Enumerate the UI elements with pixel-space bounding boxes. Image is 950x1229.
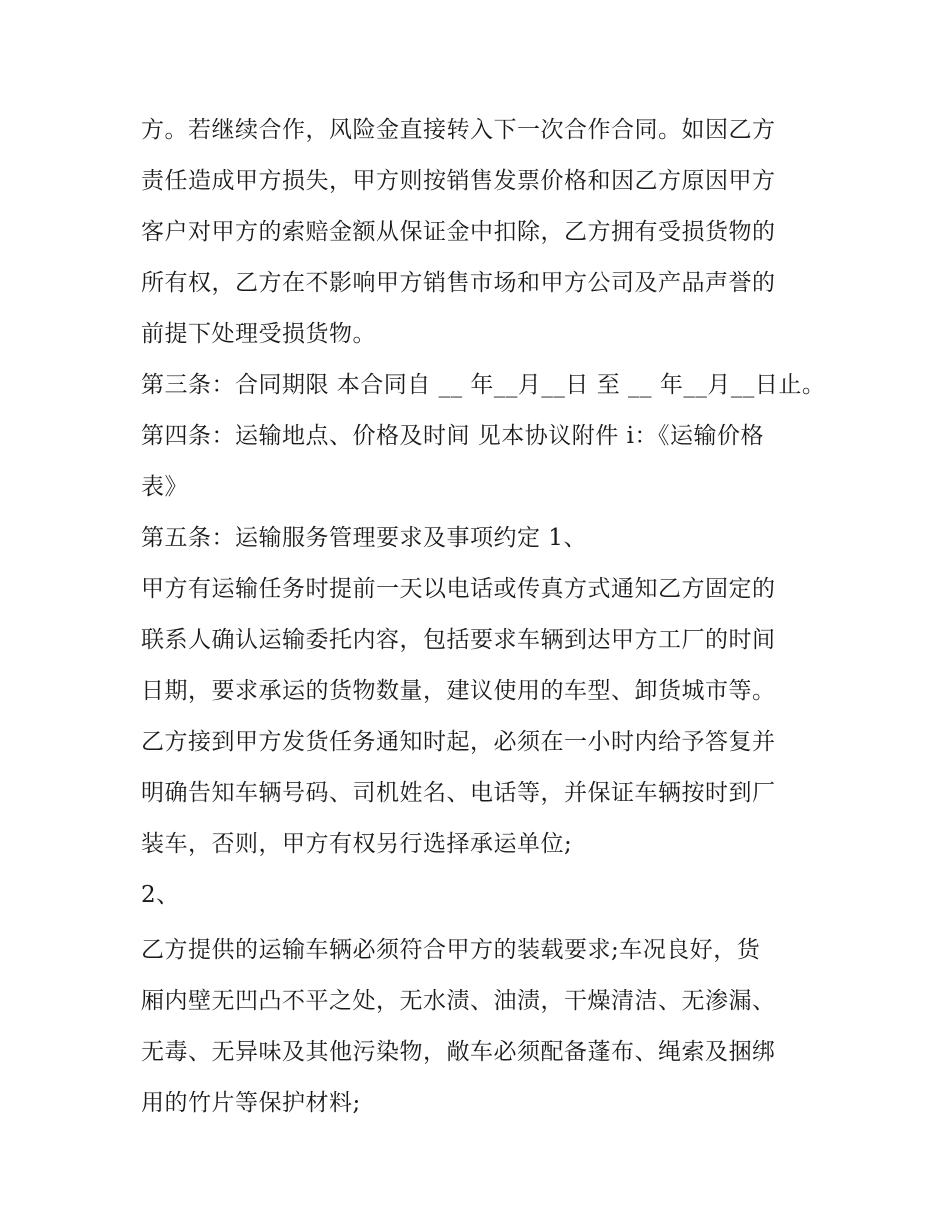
text-line: 表》 (141, 474, 188, 500)
text-line: 厢内壁无凹凸不平之处，无水渍、油渍，干燥清洁、无渗漏、 (141, 988, 776, 1014)
text-line: 明确告知车辆号码、司机姓名、电话等，并保证车辆按时到厂 (141, 780, 776, 806)
article-3-line: 第三条：合同期限 本合同自 __ 年__月__日 至 __ 年__月__日止。 (141, 372, 826, 398)
text-line: 甲方有运输任务时提前一天以电话或传真方式通知乙方固定的 (141, 576, 776, 602)
text-line: 乙方接到甲方发货任务通知时起，必须在一小时内给予答复并 (141, 729, 776, 755)
text-line: 客户对甲方的索赔金额从保证金中扣除，乙方拥有受损货物的 (141, 219, 776, 245)
article-5-line: 第五条：运输服务管理要求及事项约定 1、 (141, 525, 587, 551)
text-line: 所有权，乙方在不影响甲方销售市场和甲方公司及产品声誉的 (141, 270, 776, 296)
text-line: 前提下处理受损货物。 (141, 321, 376, 347)
text-line: 日期，要求承运的货物数量，建议使用的车型、卸货城市等。 (141, 678, 776, 704)
text-line: 责任造成甲方损失，甲方则按销售发票价格和因乙方原因甲方 (141, 168, 776, 194)
item-number-2: 2、 (141, 882, 180, 908)
text-line: 联系人确认运输委托内容，包括要求车辆到达甲方工厂的时间 (141, 627, 776, 653)
text-line: 装车，否则，甲方有权另行选择承运单位; (141, 831, 573, 857)
article-4-line: 第四条：运输地点、价格及时间 见本协议附件 i：《运输价格 (141, 423, 764, 449)
text-line: 乙方提供的运输车辆必须符合甲方的装载要求;车况良好，货 (141, 937, 761, 963)
text-line: 无毒、无异味及其他污染物，敞车必须配备蓬布、绳索及捆绑 (141, 1039, 776, 1065)
text-line: 用的竹片等保护材料; (141, 1090, 361, 1116)
document-body (141, 105, 826, 1129)
text-line: 方。若继续合作，风险金直接转入下一次合作合同。如因乙方 (141, 117, 776, 143)
